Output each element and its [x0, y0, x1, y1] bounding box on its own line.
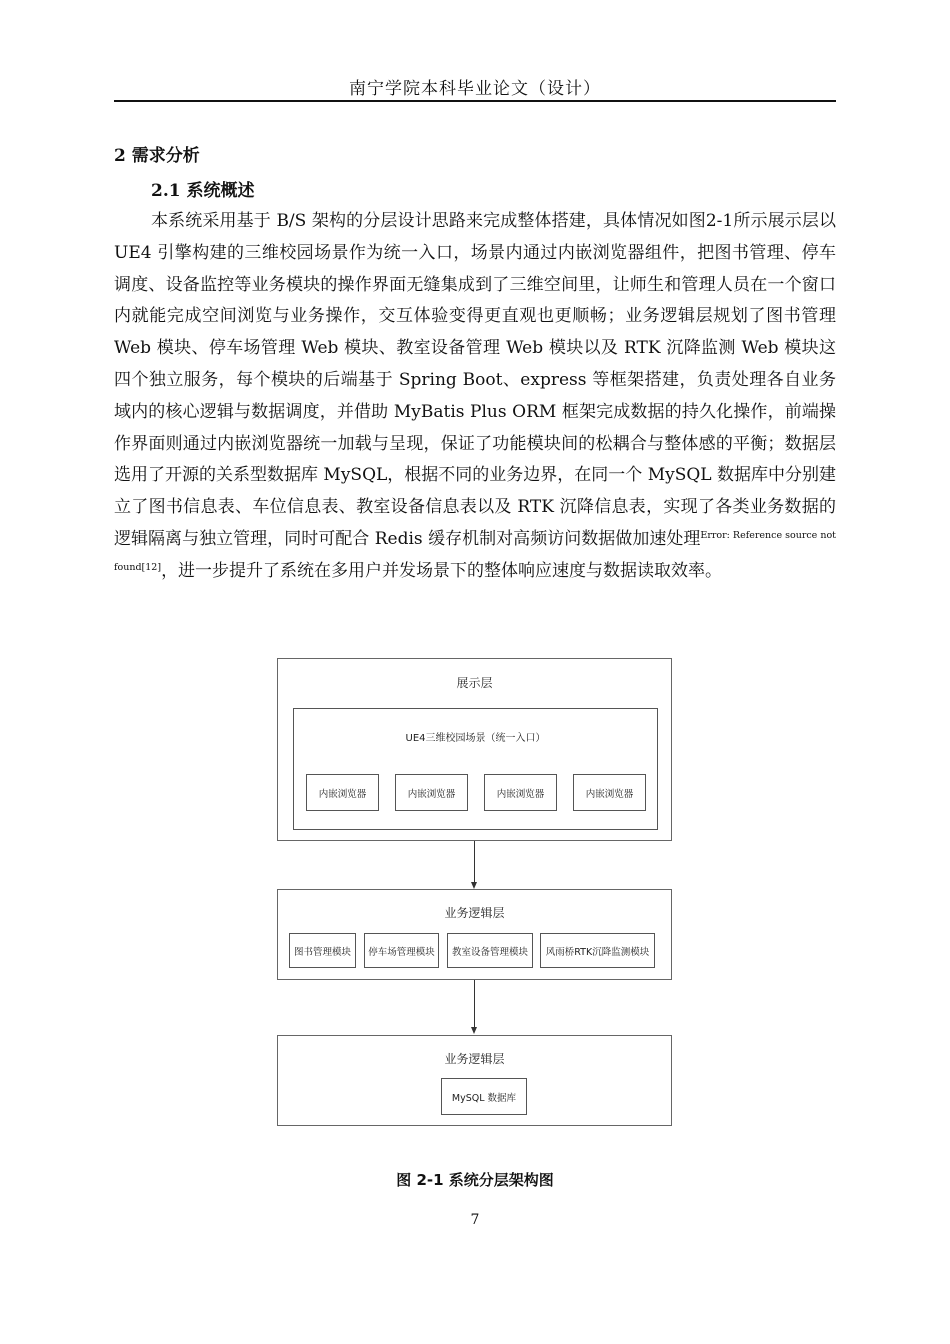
module-library: 图书管理模块 [289, 933, 356, 968]
logic-layer-title: 业务逻辑层 [444, 906, 505, 920]
module-parking: 停车场管理模块 [364, 933, 439, 968]
subsection-heading: 2.1 系统概述 [151, 181, 255, 201]
data-layer-box [277, 1035, 672, 1126]
module-classroom-equipment: 教室设备管理模块 [447, 933, 533, 968]
page-header: 南宁学院本科毕业论文（设计） [349, 79, 601, 99]
paragraph-tail: ，进一步提升了系统在多用户并发场景下的整体响应速度与数据读取效率。 [161, 560, 723, 581]
arrow-head-2 [471, 1027, 477, 1034]
arrow-head-1 [471, 882, 477, 889]
embedded-browser-1: 内嵌浏览器 [306, 774, 379, 811]
logic-layer-box [277, 889, 672, 980]
figure-caption: 图 2-1 系统分层架构图 [396, 1171, 554, 1189]
presentation-layer-box [277, 658, 672, 841]
arrow-logic-to-data [474, 980, 475, 1028]
arrow-presentation-to-logic [474, 841, 475, 883]
page-number: 7 [470, 1212, 480, 1228]
section-heading: 2 需求分析 [114, 146, 200, 166]
paragraph-text: 本系统采用基于 B/S 架构的分层设计思路来完成整体搭建，具体情况如图2-1所示展示层以 UE4 引擎构建的三维校园场景作为统一入口，场景内通过内嵌浏览器组件，把图书管理、停车调度、设备监控等业务模块的操作界面无缝集成到了三维空间里，让师生和管理人员在一个窗口内就能完成空间浏览与业务操作，交互体验变得更直观也更顺畅；业务逻辑层规划了图书管理 Web 模块、停车场管理 Web 模块、教室设备管理 Web 模块以及 RTK 沉降监测 Web 模块这四个独立服务，每个模块的后端基于 Spring Boot、express 等框架搭建，负责处理各自业务域内的核心逻辑与数据调度，并借助 MyBatis Plus ORM 框架完成数据的持久化操作，前端操作界面则通过内嵌浏览器统一加载与呈现，保证了功能模块间的松耦合与整体感的平衡；数据层选用了开源的关系型数据库 MySQL，根据不同的业务边界，在同一个 MySQL 数据库中分别建立了图书信息表、车位信息表、教室设备信息表以及 RTK 沉降信息表，实现了各类业务数据的逻辑隔离与独立管理，同时可配合 Redis 缓存机制对高频访问数据做加速处理 [114, 211, 836, 549]
body-paragraph [114, 206, 836, 588]
reference-error: Error: Reference source not found[12] [114, 529, 836, 573]
mysql-database-box: MySQL 数据库 [441, 1078, 527, 1115]
data-layer-title: 业务逻辑层 [444, 1052, 505, 1066]
architecture-diagram [277, 658, 672, 1128]
header-rule [114, 100, 836, 102]
embedded-browser-4: 内嵌浏览器 [573, 774, 646, 811]
embedded-browser-2: 内嵌浏览器 [395, 774, 468, 811]
presentation-layer-title: 展示层 [456, 676, 493, 690]
ue4-scene-title: UE4三维校园场景（统一入口） [405, 733, 546, 744]
embedded-browser-3: 内嵌浏览器 [484, 774, 557, 811]
ue4-scene-box [293, 708, 658, 830]
module-rtk-settlement: 风雨桥RTK沉降监测模块 [540, 933, 655, 968]
